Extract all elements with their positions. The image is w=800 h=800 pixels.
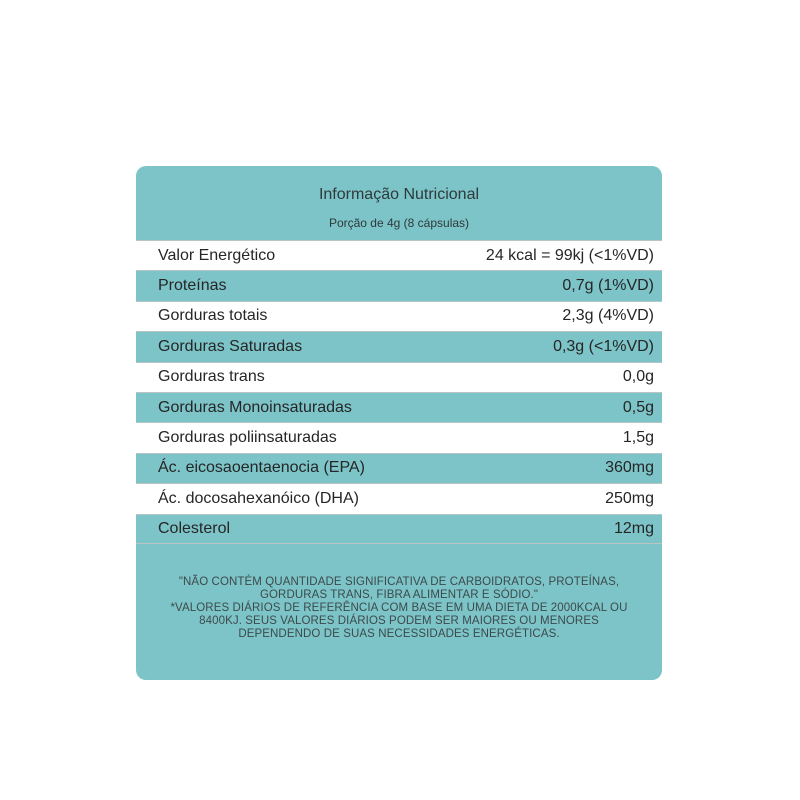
- nutrition-header: [136, 166, 662, 242]
- nutrient-label: Gorduras trans: [158, 368, 265, 386]
- nutrition-table: [136, 240, 662, 544]
- nutrient-label: Gorduras totais: [158, 307, 268, 325]
- nutrient-value: 1,5g: [622, 429, 654, 447]
- nutrient-value: 0,5g: [622, 398, 654, 416]
- table-row: [136, 301, 662, 331]
- nutrition-footnote: [160, 576, 638, 641]
- nutrient-label: Ác. docosahexanóico (DHA): [158, 489, 359, 507]
- serving-size: Porção de 4g (8 cápsulas): [328, 216, 470, 230]
- table-row: [136, 331, 662, 361]
- nutrient-value: 0,0g: [622, 368, 654, 386]
- nutrient-label: Proteínas: [158, 277, 227, 295]
- footnote-daily-values: *VALORES DIÁRIOS DE REFERÊNCIA COM BASE EM UMA DIETA DE 2000KCAL OU 8400KJ. SEUS VALORES DIÁRIOS PODEM SER MAIORES OU MENORES DEPENDENDO DE SUAS NECESSIDADES ENERGÉTICAS.: [170, 602, 628, 640]
- nutrient-value: 0,7g (1%VD): [562, 277, 654, 295]
- nutrient-value: 250mg: [605, 489, 654, 507]
- footnote-disclaimer: "NÃO CONTÉM QUANTIDADE SIGNIFICATIVA DE CARBOIDRATOS, PROTEÍNAS, GORDURAS TRANS, FIBRA ALIMENTAR E SÓDIO.": [178, 576, 620, 601]
- table-row: [136, 514, 662, 544]
- nutrition-facts-panel: [136, 166, 662, 680]
- nutrient-label: Colesterol: [158, 519, 231, 537]
- nutrient-label: Ác. eicosaoentaenocia (EPA): [158, 459, 365, 477]
- table-row: [136, 240, 662, 270]
- table-row: [136, 453, 662, 483]
- table-row: [136, 483, 662, 513]
- nutrient-value: 24 kcal = 99kj (<1%VD): [485, 246, 654, 264]
- nutrient-value: 360mg: [605, 459, 654, 477]
- table-row: [136, 362, 662, 392]
- nutrient-value: 0,3g (<1%VD): [553, 337, 654, 355]
- nutrient-label: Gorduras poliinsaturadas: [158, 429, 337, 447]
- nutrient-label: Gorduras Monoinsaturadas: [158, 398, 352, 416]
- nutrition-title: Informação Nutricional: [318, 186, 480, 203]
- nutrient-value: 2,3g (4%VD): [562, 307, 654, 325]
- nutrient-value: 12mg: [613, 519, 654, 537]
- nutrient-label: Valor Energético: [158, 246, 276, 264]
- nutrient-label: Gorduras Saturadas: [158, 337, 303, 355]
- table-row: [136, 422, 662, 452]
- table-row: [136, 392, 662, 422]
- table-row: [136, 270, 662, 300]
